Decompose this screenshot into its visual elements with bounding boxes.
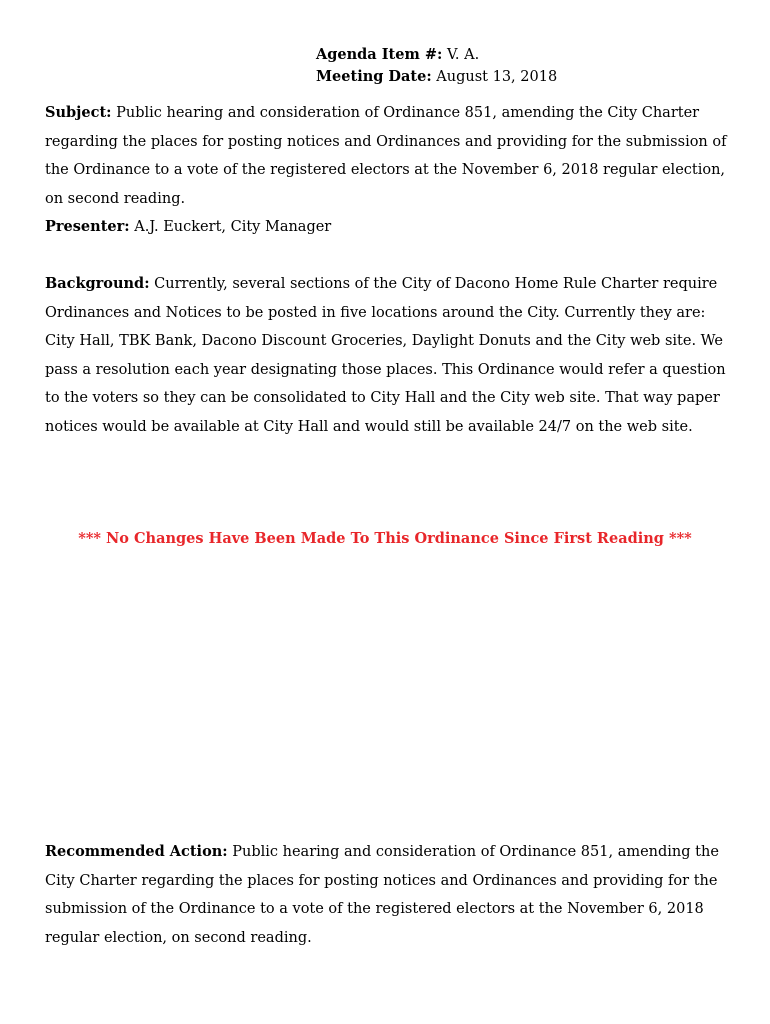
subject-text: Public hearing and consideration of Ordinance 851, amending the City Charter regarding the places for posting notices and Ordinances and providing for the submission of the Ordinance to a vote of the registered electors at the November 6, 2018 regular election, on second reading. xyxy=(45,105,727,207)
background-text: Currently, several sections of the City of Dacono Home Rule Charter require Ordinances and Notices to be posted in five locations around the City. Currently they are: City Hall, TBK Bank, Dacono Discount Groceries, Daylight Donuts and the City web site. We pass a resolution each year designating those places. This Ordinance would refer a question to the voters so they can be consolidated to City Hall and the City web site. That way paper notices would be available at City Hall and would still be available 24/7 on the web site. xyxy=(45,276,726,435)
agenda-item-label: Agenda Item #: xyxy=(316,46,443,63)
subject-label: Subject: xyxy=(45,104,112,121)
presenter-text: A.J. Euckert, City Manager xyxy=(134,219,332,235)
no-changes-notice: *** No Changes Have Been Made To This Ordinance Since First Reading *** xyxy=(78,530,692,547)
presenter-label: Presenter: xyxy=(45,218,130,235)
meeting-date-label: Meeting Date: xyxy=(316,68,432,85)
agenda-header xyxy=(316,44,557,88)
meeting-date-value: August 13, 2018 xyxy=(436,69,558,85)
recommended-action-text: Public hearing and consideration of Ordinance 851, amending the City Charter regarding the places for posting notices and Ordinances and providing for the submission of the Ordinance to a vote of the registered electors at the November 6, 2018 regular election, on second reading. xyxy=(45,844,719,946)
presenter-section xyxy=(45,213,730,242)
agenda-item-line xyxy=(316,44,557,66)
agenda-item-value: V. A. xyxy=(446,47,480,63)
subject-section xyxy=(45,99,730,213)
recommended-action-section xyxy=(45,838,730,952)
meeting-date-line xyxy=(316,66,557,88)
background-label: Background: xyxy=(45,275,150,292)
background-section xyxy=(45,270,730,441)
recommended-action-label: Recommended Action: xyxy=(45,843,228,860)
